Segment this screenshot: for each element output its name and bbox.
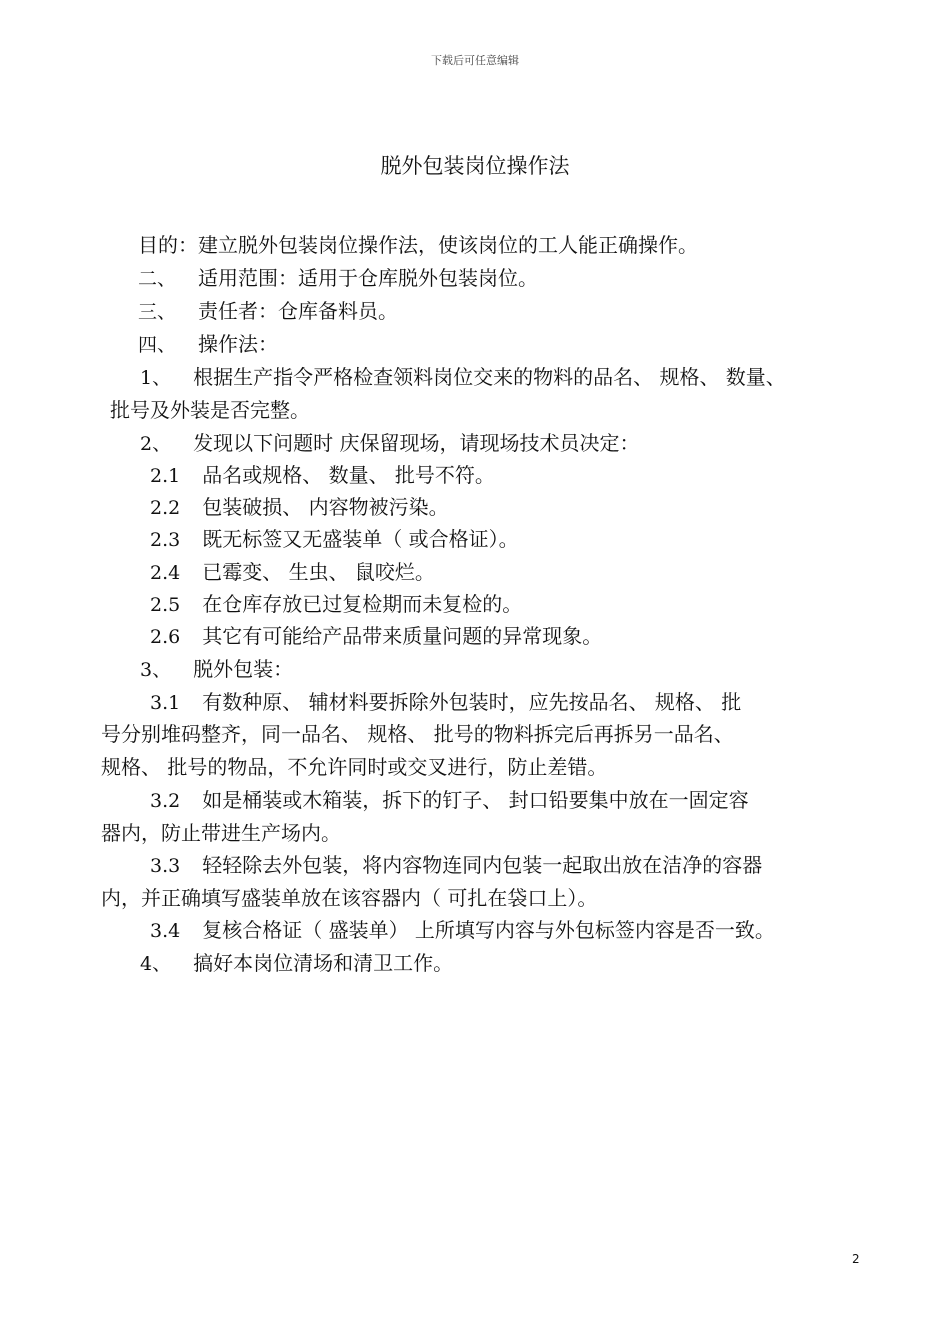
page-header: 下载后可任意编辑	[431, 54, 519, 67]
document-title: 脱外包装岗位操作法	[380, 154, 570, 178]
body-line: 器内，防止带进生产场内。	[101, 821, 341, 845]
body-line: 二、 适用范围：适用于仓库脱外包装岗位。	[138, 266, 539, 290]
body-line: 3、 脱外包装：	[140, 657, 294, 681]
body-line: 号分别堆码整齐，同一品名、 规格、 批号的物料拆完后再拆另一品名、	[101, 722, 734, 746]
body-line: 1、 根据生产指令严格检查领料岗位交来的物料的品名、 规格、 数量、	[140, 365, 786, 389]
body-line: 3.4 复核合格证（ 盛装单） 上所填写内容与外包标签内容是否一致。	[150, 918, 775, 942]
body-line: 目的：建立脱外包装岗位操作法，使该岗位的工人能正确操作。	[138, 233, 698, 257]
body-line: 3.3 轻轻除去外包装，将内容物连同内包装一起取出放在洁净的容器	[150, 853, 763, 877]
body-line: 规格、 批号的物品，不允许同时或交叉进行，防止差错。	[101, 755, 608, 779]
body-line: 4、 搞好本岗位清场和清卫工作。	[140, 951, 454, 975]
body-line: 3.2 如是桶装或木箱装，拆下的钉子、 封口铅要集中放在一固定容	[150, 788, 749, 812]
body-line: 2.6 其它有可能给产品带来质量问题的异常现象。	[150, 624, 603, 648]
body-line: 四、 操作法：	[138, 332, 279, 356]
body-line: 三、 责任者：仓库备料员。	[138, 299, 399, 323]
body-line: 2.1 品名或规格、 数量、 批号不符。	[150, 463, 495, 487]
page-number: 2	[852, 1252, 860, 1266]
body-line: 2.2 包装破损、 内容物被污染。	[150, 495, 449, 519]
body-line: 内，并正确填写盛装单放在该容器内（ 可扎在袋口上）。	[101, 886, 598, 910]
body-line: 2.4 已霉变、 生虫、 鼠咬烂。	[150, 560, 435, 584]
body-line: 3.1 有数种原、 辅材料要拆除外包装时，应先按品名、 规格、 批	[150, 690, 742, 714]
body-line: 批号及外装是否完整。	[110, 398, 310, 422]
body-line: 2、 发现以下问题时 庆保留现场，请现场技术员决定：	[140, 431, 640, 455]
body-line: 2.3 既无标签又无盛装单（ 或合格证）。	[150, 527, 519, 551]
body-line: 2.5 在仓库存放已过复检期而未复检的。	[150, 592, 523, 616]
